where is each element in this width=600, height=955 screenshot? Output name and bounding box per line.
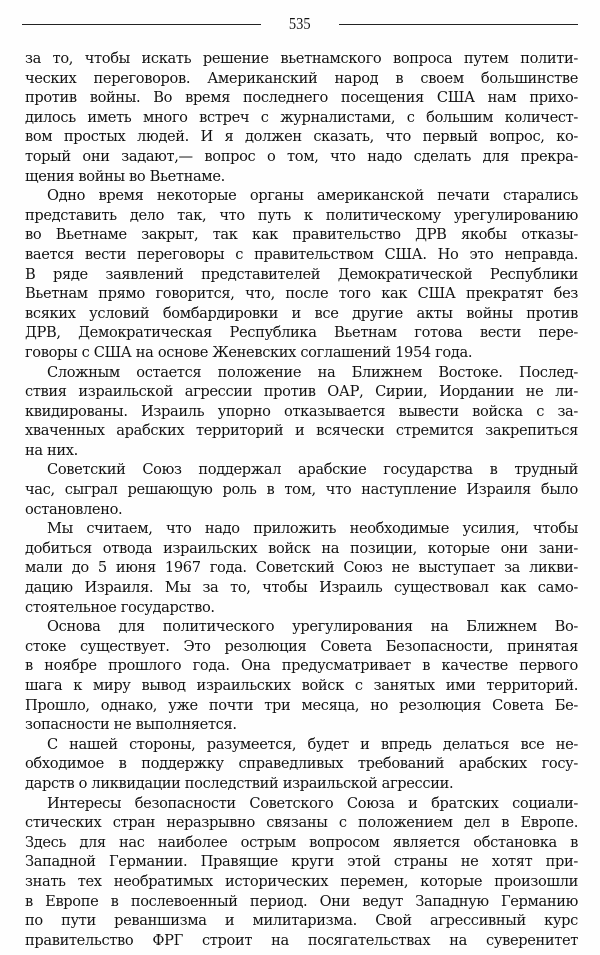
paragraph [25,363,578,461]
text-line: знать тех необратимых исторических перемен, которые произошли [25,872,578,890]
text-line: вом простых людей. И я должен сказать, что первый вопрос, ко- [25,128,578,146]
paragraph [25,735,578,794]
text-line: мали до 5 июня 1967 года. Советский Союз не выступает за ликви- [25,559,578,577]
text-line: добиться отвода израильских войск на позиции, которые они зани- [25,539,578,557]
text-line: в ноябре прошлого года. Она предусматривает в качестве первого [25,657,578,675]
text-line: щения войны во Вьетнаме. [25,167,225,185]
text-line: Западной Германии. Правящие круги этой страны не хотят при- [25,853,578,871]
paragraph [25,49,578,186]
header-rule-left [22,24,261,25]
text-line: Здесь для нас наиболее острым вопросом является обстановка в [25,833,578,851]
paragraph [25,617,578,735]
text-line: обходимое в поддержку справедливых требований арабских госу- [25,755,578,773]
text-line: представить дело так, что путь к политическому урегулированию [25,206,578,224]
text-line: дилось иметь много встреч с журналистами, с большим количест- [25,108,578,126]
text-line: ствия израильской агрессии против ОАР, Сирии, Иордании не ли- [25,383,578,401]
page-number: 535 [289,14,311,33]
text-line: Сложным остается положение на Ближнем Востоке. Послед- [47,363,578,381]
page-header [22,13,578,35]
page-body-text [25,49,578,950]
text-line: стоке существует. Это резолюция Совета Безопасности, принятая [25,637,578,655]
text-line: С нашей стороны, разумеется, будет и впредь делаться все не- [47,735,578,753]
text-line: вается вести переговоры с правительством США. Но это неправда. [25,245,578,263]
text-line: стических стран неразрывно связаны с положением дел в Европе. [25,814,578,832]
paragraph [25,460,578,519]
text-line: шага к миру вывод израильских войск с занятых ими территорий. [25,677,578,694]
text-line: В ряде заявлений представителей Демократической Республики [25,265,578,283]
text-line: дацию Израиля. Мы за то, чтобы Израиль существовал как само- [25,579,578,597]
header-rule-right [339,24,578,25]
text-line: за то, чтобы искать решение вьетнамского вопроса путем полити- [25,50,578,67]
text-line: говоры с США на основе Женевских соглашений 1954 года. [25,343,473,361]
text-line: хваченных арабских территорий и всячески стремится закрепиться [25,422,578,440]
text-line: остановлено. [25,500,123,518]
text-line: Советский Союз поддержал арабские государства в трудный [47,461,578,479]
text-line: в Европе в послевоенный период. Они ведут Западную Германию [25,892,578,910]
text-line: всяких условий бомбардировки и все другие акты войны против [25,304,578,322]
text-line: Мы считаем, что надо приложить необходимые усилия, чтобы [47,520,578,538]
text-line: зопасности не выполняется. [25,716,237,734]
text-line: Интересы безопасности Советского Союза и братских социали- [47,794,578,812]
text-line: Одно время некоторые органы американской печати старались [47,187,578,205]
text-line: против войны. Во время последнего посещения США нам прихо- [25,89,578,107]
text-line: правительство ФРГ строит на посягательствах на суверенитет [25,931,578,949]
text-line: торый они задают,— вопрос о том, что надо сделать для прекра- [25,147,578,165]
text-line: во Вьетнаме закрыт, так как правительство ДРВ якобы отказы- [25,226,578,244]
text-line: на них. [25,441,78,459]
text-line: дарств о ликвидации последствий израильской агрессии. [25,774,454,792]
paragraph [25,519,578,617]
text-line: квидированы. Израиль упорно отказывается вывести войска с за- [25,402,578,420]
text-line: ческих переговоров. Американский народ в своем большинстве [25,69,578,87]
text-line: Вьетнам прямо говорится, что, после того как США прекратят без [25,285,578,303]
paragraph [25,186,578,362]
text-line: по пути реваншизма и милитаризма. Свой агрессивный курс [25,912,578,930]
paragraph [25,794,578,951]
text-line: стоятельное государство. [25,598,215,616]
text-line: Основа для политического урегулирования на Ближнем Во- [47,618,578,636]
text-line: Прошло, однако, уже почти три месяца, но резолюция Совета Бе- [25,696,578,714]
text-line: час, сыграл решающую роль в том, что наступление Израиля было [25,481,578,499]
text-line: ДРВ, Демократическая Республика Вьетнам готова вести пере- [25,324,578,342]
